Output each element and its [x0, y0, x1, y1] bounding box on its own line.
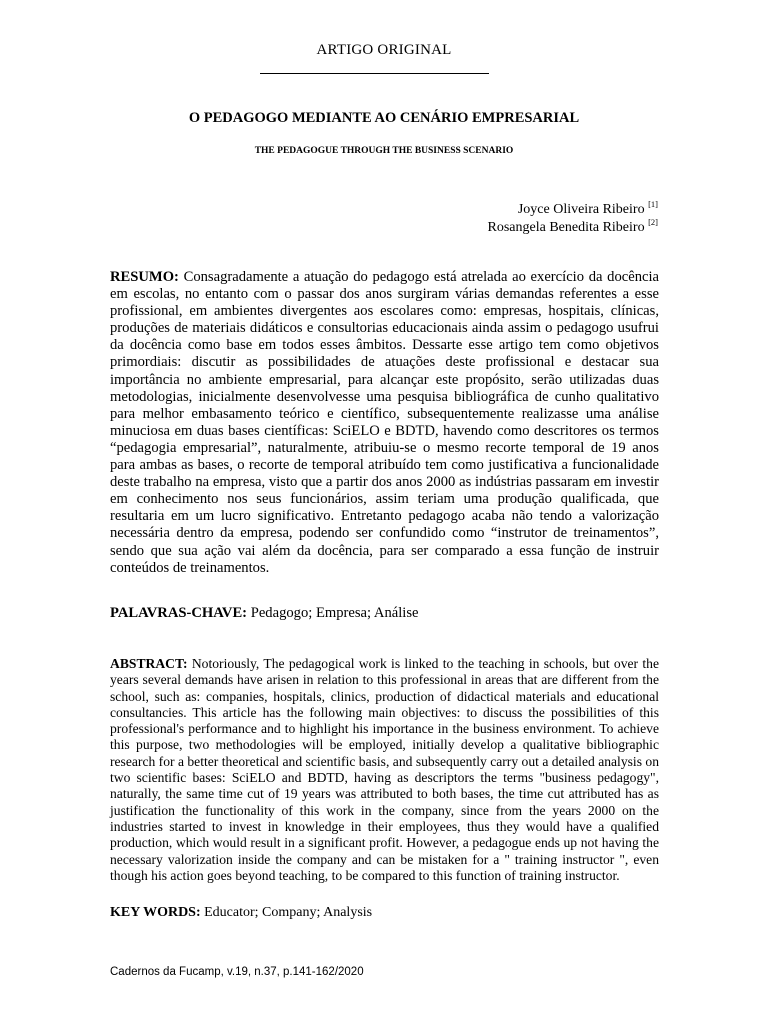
- key-words-line: [110, 904, 659, 921]
- author-ref: [2]: [648, 217, 658, 227]
- article-subtitle: THE PEDAGOGUE THROUGH THE BUSINESS SCENARIO: [254, 146, 514, 156]
- author-name: Rosangela Benedita Ribeiro: [487, 220, 645, 235]
- author-line: [488, 219, 659, 237]
- palavras-chave-label: PALAVRAS-CHAVE:: [110, 605, 248, 621]
- resumo-text: Consagradamente a atuação do pedagogo está atrelada ao exercício da docência em escolas, no entanto com o passar dos anos surgiram várias demandas referentes a esse profissional, em ambientes divergentes aos escolares como: empresas, hospitais, clínicas, produções de materiais didáticos e consultorias educacionais ainda assim o pedagogo usufrui da docência como base em todos esses âmbitos. Dessarte esse artigo tem como objetivos primordiais: discutir as possibilidades de atuações deste profissional e destacar sua importância no ambiente empresarial, para alcançar este propósito, serão utilizadas duas metodologias, inicialmente desenvolvesse uma pesquisa bibliográfica de cunho qualitativo para melhor embasamento teórico e científico, subsequentemente realizasse uma análise minuciosa em duas bases científicas: SciELO e BDTD, havendo como descritores os termos “pedagogia empresarial”, naturalmente, atribuiu-se o mesmo recorte temporal de 19 anos para ambas as bases, o recorte de temporal atribuído tem como justificativa a funcionalidade deste trabalho na empresa, visto que a partir dos anos 2000 as indústrias passaram em investir em conhecimento nos seus funcionários, assim teriam uma produção qualificada, que resultaria em um lucro significativo. Entretanto pedagogo acaba não tendo a valorização necessária dentro da empresa, podendo ser confundido como “instrutor de treinamentos”, sendo que sua ação vai além da docência, para ser comparado a essa função de instruir conteúdos de treinamentos.: [110, 269, 660, 576]
- key-words-text: Educator; Company; Analysis: [204, 905, 373, 920]
- section-label: ARTIGO ORIGINAL: [316, 42, 452, 58]
- author-line: [488, 201, 659, 219]
- abstract-text: Notoriously, The pedagogical work is linked to the teaching in schools, but over the years several demands have arisen in relation to this professional in areas that are different from the school, such as: companies, hospitals, clinics, production of didactical materials and educational consultancies. This article has the following main objectives: to discuss the possibilities of this professional's performance and to highlight his importance in the business environment. To achieve this purpose, two methodologies will be employed, initially develop a qualitative bibliographic research for a better theoretical and scientific basis, and subsequently carry out a detailed analysis on two scientific bases: SciELO and BDTD, having as descriptors the terms "business pedagogy", naturally, the same time cut of 19 years was attributed to both bases, the time cut attributed has as justification the functionality of this work in the company, since from the years 2000 on the industries started to invest in knowledge in their employees, thus they would have a qualified production, which would result in a significant profit. However, a pedagogue ends up not having the necessary valorization inside the company and can be mistaken for a " training instructor ", even though his action goes beyond teaching, to be compared to this function of training instructor.: [110, 656, 659, 883]
- abstract-paragraph: [110, 656, 659, 884]
- palavras-chave-line: [110, 605, 659, 622]
- palavras-chave-text: Pedagogo; Empresa; Análise: [250, 605, 419, 621]
- journal-citation: Cadernos da Fucamp, v.19, n.37, p.141-162/2020: [110, 966, 364, 978]
- header-rule: [260, 73, 489, 74]
- article-title: O PEDAGOGO MEDIANTE AO CENÁRIO EMPRESARIAL: [188, 110, 580, 126]
- resumo-paragraph: [110, 269, 659, 577]
- key-words-label: KEY WORDS:: [110, 905, 201, 920]
- abstract-label: ABSTRACT:: [110, 656, 188, 671]
- author-list: [488, 201, 659, 237]
- author-ref: [1]: [648, 199, 658, 209]
- resumo-label: RESUMO:: [110, 269, 179, 285]
- author-name: Joyce Oliveira Ribeiro: [517, 202, 645, 217]
